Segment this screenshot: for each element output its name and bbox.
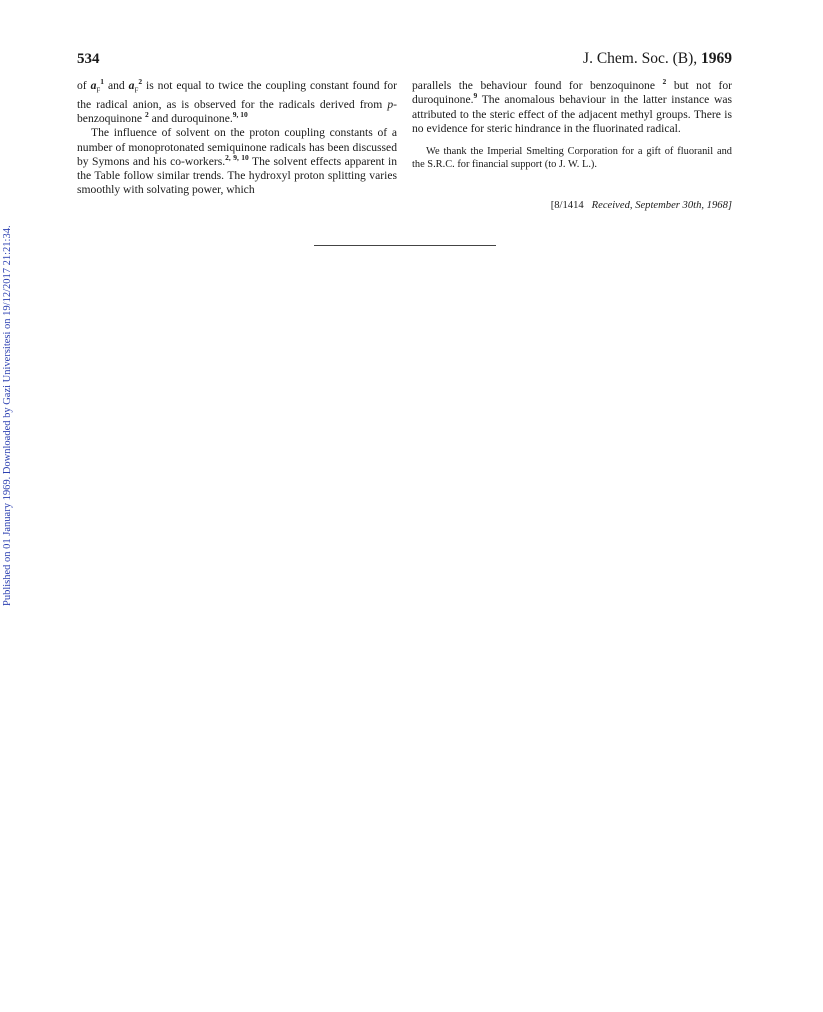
- right-column: [412, 79, 732, 171]
- end-rule: [314, 245, 496, 246]
- citation-ref[interactable]: 2, 9, 10: [225, 152, 249, 162]
- right-paragraph-1: parallels the behaviour found for benzoquinone $^2$ but not for duroquinone.$^9$ The anomalous behaviour in the latter instance was attributed to the steric effect of the adjacent methyl groups. There is no evidence for steric hindrance in the fluorinated radical.: [412, 77, 733, 135]
- page-number: 534: [77, 51, 100, 67]
- citation-ref[interactable]: 2: [662, 77, 667, 87]
- left-paragraph-2: The influence of solvent on the proton coupling constants of a number of monoprotonated semiquinone radicals has been discussed by Symons and his co-workers.$^{2, 9, 10}$ The solvent effects apparent in the Table follow similar trends. The hydroxyl proton splitting varies smoothly with solvating power, which: [77, 126, 397, 197]
- download-watermark: Published on 01 January 1969. Downloaded by Gazi Universitesi on 19/12/2017 21:21:34.: [2, 225, 13, 606]
- citation-ref[interactable]: 9, 10: [232, 110, 248, 120]
- left-column: [77, 79, 397, 198]
- journal-header: [583, 50, 732, 68]
- acknowledgement: We thank the Imperial Smelting Corporation for a gift of fluoranil and the S.R.C. for financial support (to J. W. L.).: [412, 146, 732, 171]
- citation-ref[interactable]: 9: [473, 91, 478, 101]
- left-paragraph-1: of $a_F^1$ and $a_F^2$ is not equal to twice the coupling constant found for the radical anion, as is observed for the radicals derived from p-benzoquinone $^2$ and duroquinone.$^{9, 10}$: [77, 77, 397, 125]
- citation-ref[interactable]: 2: [144, 110, 149, 120]
- journal-year: 1969: [701, 50, 732, 67]
- journal-name: J. Chem. Soc. (B),: [583, 50, 698, 67]
- received-date: [8/1414 Received, September 30th, 1968]: [550, 200, 732, 211]
